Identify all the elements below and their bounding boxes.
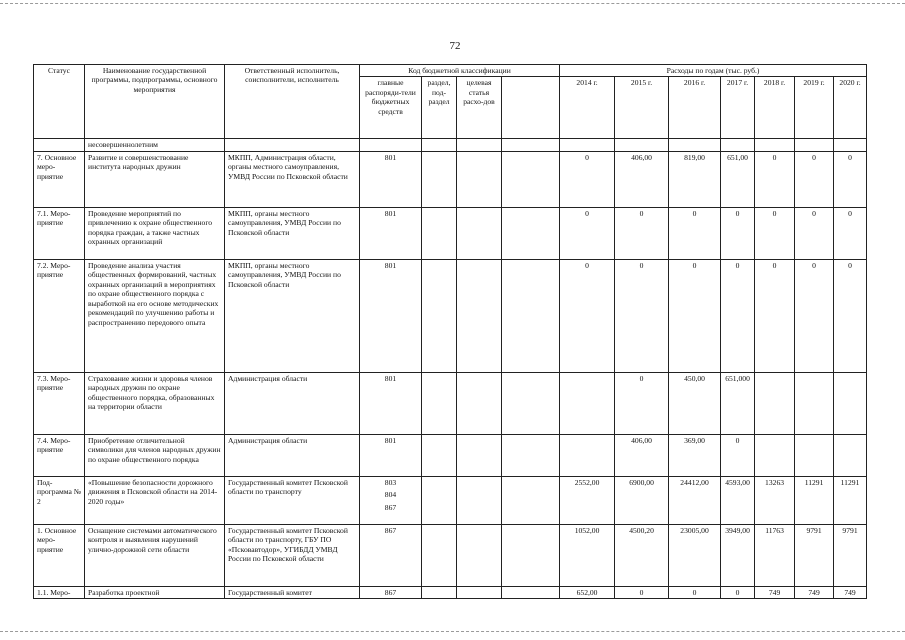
name-cell: Разработка проектной xyxy=(85,586,225,598)
value-2019 xyxy=(795,372,834,434)
value-2015: 406,00 xyxy=(615,151,669,207)
header-code-section: раздел, под-раздел xyxy=(422,77,457,139)
code-main-cell: 801 xyxy=(360,259,422,372)
value-2019: 11291 xyxy=(795,476,834,524)
value-2020: 0 xyxy=(834,259,867,372)
value-2015: 0 xyxy=(615,259,669,372)
bottom-edge-line xyxy=(0,631,905,632)
value-2016: 819,00 xyxy=(669,151,721,207)
executor-cell: МКПП, органы местного самоуправления, УМВД России по Псковской области xyxy=(225,259,360,372)
code-section-cell xyxy=(422,586,457,598)
code-main-cell: 867 xyxy=(360,586,422,598)
header-name: Наименование государственной программы, подпрограммы, основного мероприятия xyxy=(85,65,225,139)
cell-empty xyxy=(755,139,795,151)
code-article-cell xyxy=(457,476,502,524)
value-2017: 651,000 xyxy=(721,372,755,434)
name-cell: Проведение мероприятий по привлечению к охране общественного порядка граждан, а также частных охранных организаций xyxy=(85,207,225,259)
continuation-row xyxy=(34,139,867,151)
name-cell: Проведение анализа участия общественных формирований, частных охранных организаций в мероприятиях по охране общественного порядка с выработкой на его основе методических рекомендаций по улучшению работы и распространению передового опыта xyxy=(85,259,225,372)
value-2014: 0 xyxy=(560,207,615,259)
value-2020 xyxy=(834,434,867,476)
table-row xyxy=(34,372,867,434)
name-cell: «Повышение безопасности дорожного движения в Псковской области на 2014-2020 годы» xyxy=(85,476,225,524)
code-value: 803 xyxy=(384,477,397,487)
value-2020: 749 xyxy=(834,586,867,598)
header-year-2018: 2018 г. xyxy=(755,77,795,139)
code-extra-cell xyxy=(502,372,560,434)
status-cell: 1.1. Меро- xyxy=(34,586,85,598)
value-2019 xyxy=(795,434,834,476)
code-value: 804 xyxy=(384,490,397,500)
executor-cell: Государственный комитет xyxy=(225,586,360,598)
value-2014: 2552,00 xyxy=(560,476,615,524)
table-rows xyxy=(34,151,867,598)
code-section-cell xyxy=(422,372,457,434)
status-cell: 1. Основное меро-приятие xyxy=(34,524,85,586)
value-2017: 0 xyxy=(721,586,755,598)
executor-cell: Государственный комитет Псковской области по транспорту xyxy=(225,476,360,524)
value-2019: 749 xyxy=(795,586,834,598)
value-2018: 11763 xyxy=(755,524,795,586)
code-value: 867 xyxy=(384,502,397,512)
header-code-group: Код бюджетной классификации xyxy=(360,65,560,77)
header-year-2015: 2015 г. xyxy=(615,77,669,139)
executor-cell: Администрация области xyxy=(225,434,360,476)
table-row xyxy=(34,524,867,586)
executor-cell: Администрация области xyxy=(225,372,360,434)
value-2017: 4593,00 xyxy=(721,476,755,524)
top-edge-line xyxy=(0,3,905,4)
value-2020: 9791 xyxy=(834,524,867,586)
value-2016: 369,00 xyxy=(669,434,721,476)
value-2015: 0 xyxy=(615,207,669,259)
code-section-cell xyxy=(422,434,457,476)
value-2016: 0 xyxy=(669,207,721,259)
header-year-2017: 2017 г. xyxy=(721,77,755,139)
value-2017: 0 xyxy=(721,207,755,259)
table-row xyxy=(34,476,867,524)
code-main-cell: 801 xyxy=(360,207,422,259)
value-2017: 3949,00 xyxy=(721,524,755,586)
table-row xyxy=(34,259,867,372)
status-cell: 7.3. Меро-приятие xyxy=(34,372,85,434)
value-2019: 0 xyxy=(795,207,834,259)
code-section-cell xyxy=(422,476,457,524)
code-article-cell xyxy=(457,586,502,598)
cell-empty xyxy=(615,139,669,151)
code-main-cell: 867 xyxy=(360,524,422,586)
cell-empty xyxy=(422,139,457,151)
code-extra-cell xyxy=(502,524,560,586)
code-main-cell: 801 xyxy=(360,434,422,476)
header-code-empty xyxy=(502,77,560,139)
executor-cell: МКПП, органы местного самоуправления, УМВД России по Псковской области xyxy=(225,207,360,259)
executor-cell: МКПП, Администрация области, органы местного самоуправления, УМВД России по Псковской области xyxy=(225,151,360,207)
value-2017: 0 xyxy=(721,434,755,476)
code-section-cell xyxy=(422,151,457,207)
header-status: Статус xyxy=(34,65,85,139)
status-cell: Под-программа № 2 xyxy=(34,476,85,524)
value-2018 xyxy=(755,372,795,434)
code-extra-cell xyxy=(502,476,560,524)
executor-cell: Государственный комитет Псковской области по транспорту, ГБУ ПО «Псковавтодор», УГИБДД УМВД России по Псковской области xyxy=(225,524,360,586)
header-code-article: целевая статья расхо-дов xyxy=(457,77,502,139)
status-cell: 7.1. Меро-приятие xyxy=(34,207,85,259)
code-main-cell xyxy=(360,476,422,524)
cell-empty xyxy=(34,139,85,151)
header-year-2020: 2020 г. xyxy=(834,77,867,139)
code-main-cell: 801 xyxy=(360,372,422,434)
table-row xyxy=(34,586,867,598)
value-2020: 0 xyxy=(834,151,867,207)
header-year-2019: 2019 г. xyxy=(795,77,834,139)
value-2016: 450,00 xyxy=(669,372,721,434)
code-article-cell xyxy=(457,151,502,207)
cell-empty xyxy=(795,139,834,151)
table-row xyxy=(34,434,867,476)
value-2017: 651,00 xyxy=(721,151,755,207)
value-2018: 749 xyxy=(755,586,795,598)
value-2015: 0 xyxy=(615,586,669,598)
value-2020: 11291 xyxy=(834,476,867,524)
code-article-cell xyxy=(457,372,502,434)
value-2015: 0 xyxy=(615,372,669,434)
status-cell: 7.2. Меро-приятие xyxy=(34,259,85,372)
code-extra-cell xyxy=(502,151,560,207)
cell-empty xyxy=(502,139,560,151)
value-2018 xyxy=(755,434,795,476)
value-2014: 0 xyxy=(560,259,615,372)
name-cell: Развитие и совершенствование института народных дружин xyxy=(85,151,225,207)
value-2014: 0 xyxy=(560,151,615,207)
code-extra-cell xyxy=(502,259,560,372)
code-extra-cell xyxy=(502,434,560,476)
status-cell: 7.4. Меро-приятие xyxy=(34,434,85,476)
header-code-main: главные распоряди-тели бюджетных средств xyxy=(360,77,422,139)
code-main-cell: 801 xyxy=(360,151,422,207)
status-cell: 7. Основное меро-приятие xyxy=(34,151,85,207)
value-2015: 406,00 xyxy=(615,434,669,476)
value-2016: 0 xyxy=(669,259,721,372)
value-2019: 0 xyxy=(795,151,834,207)
value-2018: 0 xyxy=(755,259,795,372)
value-2019: 0 xyxy=(795,259,834,372)
value-2020: 0 xyxy=(834,207,867,259)
code-article-cell xyxy=(457,434,502,476)
header-row-top xyxy=(34,65,867,77)
name-cell: Страхование жизни и здоровья членов народных дружин по охране общественного порядка, образованных на территории области xyxy=(85,372,225,434)
name-cell: Приобретение отличительной символики для членов народных дружин по охране общественного порядка xyxy=(85,434,225,476)
budget-table xyxy=(33,64,867,599)
value-2016: 0 xyxy=(669,586,721,598)
value-2016: 24412,00 xyxy=(669,476,721,524)
header-expenses-group: Расходы по годам (тыс. руб.) xyxy=(560,65,867,77)
value-2015: 6900,00 xyxy=(615,476,669,524)
value-2017: 0 xyxy=(721,259,755,372)
page-number: 72 xyxy=(449,40,461,52)
header-year-2016: 2016 г. xyxy=(669,77,721,139)
code-section-cell xyxy=(422,259,457,372)
name-cell: Оснащение системами автоматического контроля и выявления нарушений улично-дорожной сети области xyxy=(85,524,225,586)
value-2014 xyxy=(560,372,615,434)
value-2015: 4500,20 xyxy=(615,524,669,586)
continuation-text: несовершеннолетним xyxy=(85,139,225,151)
value-2014 xyxy=(560,434,615,476)
code-section-cell xyxy=(422,524,457,586)
value-2014: 1052,00 xyxy=(560,524,615,586)
value-2016: 23005,00 xyxy=(669,524,721,586)
cell-empty xyxy=(669,139,721,151)
header-executor: Ответственный исполнитель, соисполнители, исполнитель xyxy=(225,65,360,139)
cell-empty xyxy=(225,139,360,151)
table-row xyxy=(34,207,867,259)
code-extra-cell xyxy=(502,207,560,259)
code-extra-cell xyxy=(502,586,560,598)
header-year-2014: 2014 г. xyxy=(560,77,615,139)
code-article-cell xyxy=(457,207,502,259)
cell-empty xyxy=(834,139,867,151)
cell-empty xyxy=(721,139,755,151)
value-2020 xyxy=(834,372,867,434)
code-article-cell xyxy=(457,259,502,372)
code-section-cell xyxy=(422,207,457,259)
cell-empty xyxy=(360,139,422,151)
cell-empty xyxy=(457,139,502,151)
value-2014: 652,00 xyxy=(560,586,615,598)
value-2019: 9791 xyxy=(795,524,834,586)
code-article-cell xyxy=(457,524,502,586)
table-row xyxy=(34,151,867,207)
value-2018: 0 xyxy=(755,207,795,259)
cell-empty xyxy=(560,139,615,151)
value-2018: 13263 xyxy=(755,476,795,524)
value-2018: 0 xyxy=(755,151,795,207)
